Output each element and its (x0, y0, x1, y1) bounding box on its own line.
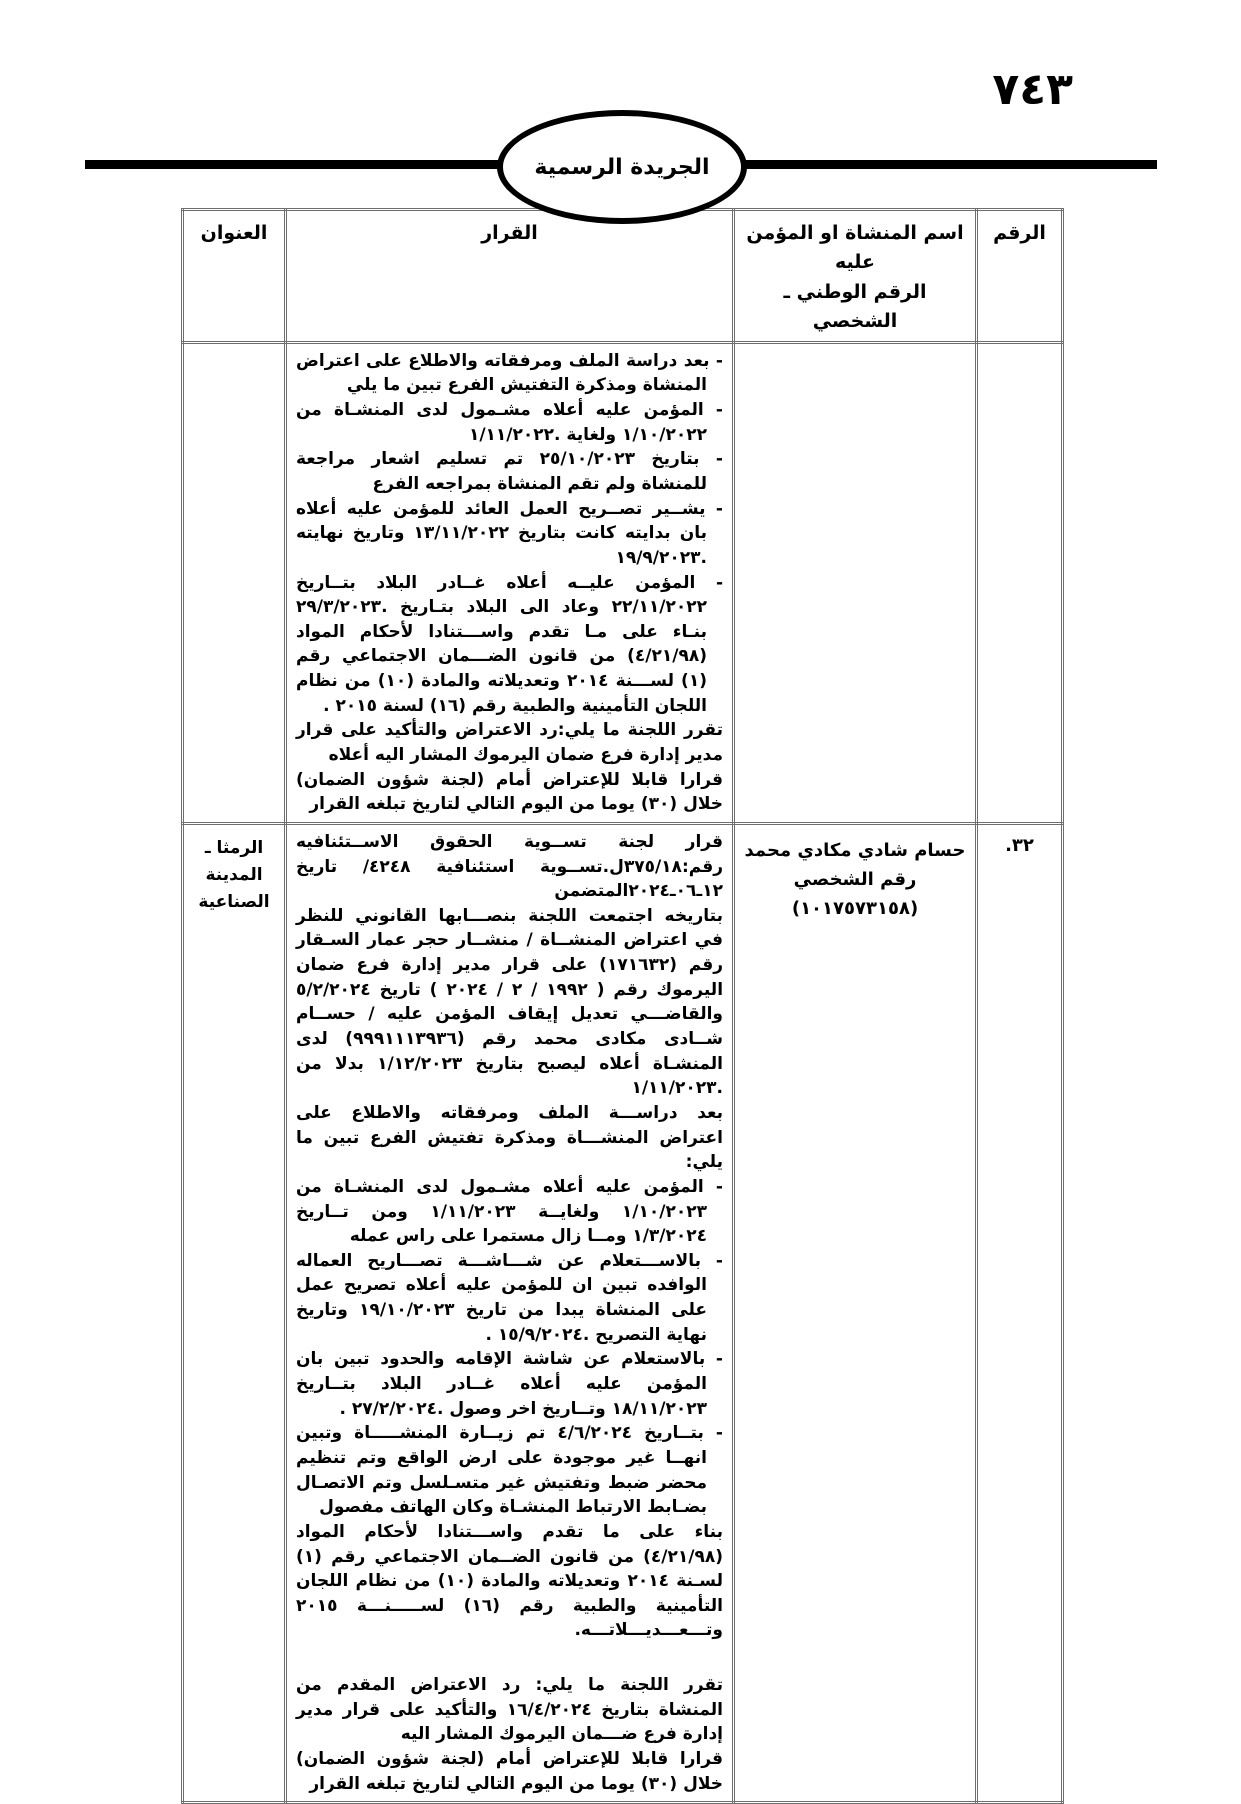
col-header-name-line1: اسم المنشاة او المؤمن عليه (746, 222, 964, 274)
cell-number (977, 342, 1063, 823)
col-header-address: العنوان (183, 210, 286, 343)
decision-paragraph: تقرر اللجنة ما يلي: رد الاعتراض المقدم من المنشاة بتاريخ ١٦/٤/٢٠٢٤ والتأكيد على قرار مدير إدارة فرع ضـــمان اليرموك المشار اليه (296, 1675, 723, 1745)
col-header-name (734, 210, 977, 343)
cell-name (734, 823, 977, 1802)
cell-decision (286, 823, 734, 1802)
cell-decision (286, 342, 734, 823)
cell-address: الرمثا ـ المدينة الصناعية (183, 823, 286, 1802)
table-row (183, 823, 1063, 1802)
decision-paragraph: بناء على ما تقدم واســـتنادا لأحكام المواد (٤/٢١/٩٨) من قانون الضــمان الاجتماعي رقم (١) لسـنة ٢٠١٤ وتعديلاته والمادة (١٠) من نظام اللجان التأمينية والطبية رقم (١٦) لســـــنـــة ٢٠١٥ وتـــعـــديـــلاتـــه. (296, 1521, 723, 1641)
col-header-name-line2: الرقم الوطني ـ الشخصي (783, 280, 927, 333)
decision-paragraph: - بالاستعلام عن شاشة الإقامه والحدود تبين بان المؤمن عليه أعلاه غــادر البلاد بتــاريخ ١٨/١١/٢٠٢٣ وتــاريخ اخر وصول .٢٧/٢/٢٠٢٤ . (296, 1349, 723, 1419)
insured-name: حسام شادي مكادي محمد (744, 839, 966, 861)
insured-id-number: (١٠١٧٥٧٣١٥٨) (791, 897, 919, 919)
insured-id-label: رقم الشخصي (793, 868, 917, 890)
decision-paragraph: تقرر اللجنة ما يلي:رد الاعتراض والتأكيد على قرار مدير إدارة فرع ضمان اليرموك المشار اليه أعلاه (296, 720, 723, 765)
cell-number: ٣٢. (977, 823, 1063, 1802)
decision-paragraph: - بالاســـتعلام عن شـــاشـــة تصـــاريح العماله الوافده تبين ان للمؤمن عليه أعلاه تصريح عمل على المنشاة يبدا من تاريخ ١٩/١٠/٢٠٢٣ وتاريخ نهاية التصريح .١٥/٩/٢٠٢٤ . (296, 1250, 723, 1345)
col-header-decision: القرار (286, 210, 734, 343)
decision-paragraph: - بعد دراسة الملف ومرفقاته والاطلاع على اعتراض المنشاة ومذكرة التفتيش الفرع تبين ما يلي (296, 350, 723, 396)
page-number: ٧٤٣ (992, 64, 1073, 115)
decision-paragraph: - يشــير تصــريح العمل العائد للمؤمن عليه أعلاه بان بدايته كانت بتاريخ ١٣/١١/٢٠٢٢ وتاريخ نهايته .١٩/٩/٢٠٢٣ (296, 498, 723, 568)
gazette-banner-ellipse (497, 110, 747, 224)
decision-paragraph: قرارا قابلا للإعتراض أمام (لجنة شؤون الضمان) خلال (٣٠) يوما من اليوم التالي لتاريخ تبلغه القرار (296, 1748, 723, 1794)
decision-paragraph: بعد دراســـة الملف ومرفقاته والاطلاع على اعتراض المنشـــاة ومذكرة تفتيش الفرع تبين ما يلي: (296, 1102, 723, 1173)
table-header-row (183, 210, 1063, 343)
decision-paragraph: - بتاريخ ٢٥/١٠/٢٠٢٣ تم تسليم اشعار مراجعة للمنشاة ولم تقم المنشاة بمراجعه الفرع (296, 449, 723, 494)
decision-paragraph: قرار لجنة تســوية الحقوق الاســتئنافيه رقم:٣٧٥/١٨ل.تســوية استئنافية ٤٢٤٨/ تاريخ ١٢ـ٠٦ـ٢٠٢٤المتضمن (296, 831, 723, 902)
decision-paragraph: - المؤمن عليــه أعلاه غــادر البلاد بتــاريخ ٢٢/١١/٢٠٢٢ وعاد الى البلاد بتـاريخ .٢٩/٣/٢٠٢٣ بنـاء على مـا تقدم واســـتنادا لأحكام المواد (٤/٢١/٩٨) من قانون الضـــمان الاجتماعي رقم (١) لســـنة ٢٠١٤ وتعديلاته والمادة (١٠) من نظام اللجان التأمينية والطبية رقم (١٦) لسنة ٢٠١٥ . (296, 572, 723, 716)
decisions-table (181, 208, 1064, 1804)
decision-paragraph: - المؤمن عليه أعلاه مشـمول لدى المنشـاة من ١/١٠/٢٠٢٣ ولغايــة ١/١١/٢٠٢٣ ومن تــاريخ ١/٣/٢٠٢٤ ومــا زال مستمرا على راس عمله (296, 1176, 723, 1247)
table-row (183, 342, 1063, 823)
cell-name (734, 342, 977, 823)
decision-paragraph: قرارا قابلا للإعتراض أمام (لجنة شؤون الضمان) خلال (٣٠) يوما من اليوم التالي لتاريخ تبلغه القرار (296, 769, 723, 815)
decision-paragraph: بتاريخه اجتمعت اللجنة بنصـــابها القانوني للنظر في اعتراض المنشــاة / منشــار حجر عمار السـقار رقم (١٧١٦٣٢) على قرار مدير إدارة فرع ضمان اليرموك رقم ( ١٩٩٢ / ٢ / ٢٠٢٤ ) تاريخ ٥/٢/٢٠٢٤ والقاضـــي تعديل إيقاف المؤمن عليه / حســام شــادى مكادى محمد رقم (٩٩٩١١١٣٩٣٦) لدى المنشـاة أعلاه ليصبح بتاريخ ١/١٢/٢٠٢٣ بدلا من .١/١١/٢٠٢٣ (296, 905, 724, 1099)
decision-paragraph: - بتــاريخ ٤/٦/٢٠٢٤ تم زيــارة المنشـــــاة وتبين انهــا غير موجودة على ارض الواقع وتم تنظيم محضر ضبط وتفتيش غير متسـلسل وتم الاتصـال بضـابط الارتباط المنشـاة وكان الهاتف مفصول (296, 1423, 723, 1518)
col-header-number: الرقم (977, 210, 1063, 343)
cell-address (183, 342, 286, 823)
gazette-banner-label: الجريدة الرسمية (534, 154, 710, 180)
decision-paragraph: - المؤمن عليه أعلاه مشـمول لدى المنشـاة من ١/١٠/٢٠٢٢ ولغاية .١/١١/٢٠٢٢ (296, 400, 723, 445)
